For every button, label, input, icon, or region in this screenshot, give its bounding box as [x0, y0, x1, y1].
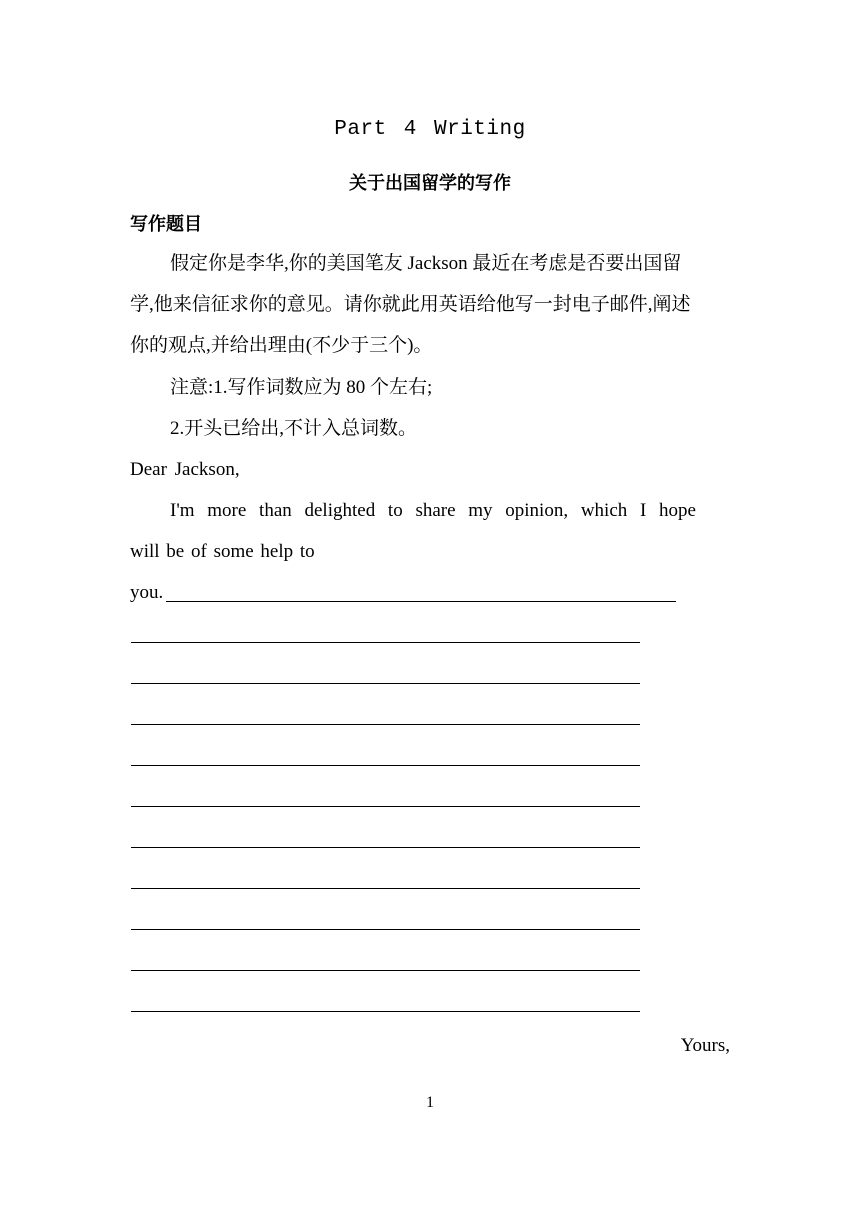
- letter-opening-line-1: I'm more than delighted to share my opinion, which I hope: [170, 500, 696, 521]
- answer-line[interactable]: [131, 888, 640, 889]
- section-heading: 写作题目: [130, 214, 202, 235]
- letter-salutation: Dear Jackson,: [130, 459, 240, 480]
- answer-line[interactable]: [131, 847, 640, 848]
- letter-closing: Yours,: [680, 1035, 730, 1056]
- page-number: 1: [426, 1094, 434, 1111]
- note-2: 2.开头已给出,不计入总词数。: [170, 418, 418, 439]
- prompt-line-2: 学,他来信征求你的意见。请你就此用英语给他写一封电子邮件,阐述: [130, 294, 691, 315]
- letter-opening-line-2: will be of some help to: [130, 541, 315, 562]
- answer-line[interactable]: [131, 806, 640, 807]
- note-1: 注意:1.写作词数应为 80 个左右;: [170, 377, 433, 398]
- answer-line[interactable]: [131, 970, 640, 971]
- answer-line[interactable]: [131, 683, 640, 684]
- answer-line[interactable]: [131, 1011, 640, 1012]
- page-title: Part 4 Writing: [334, 118, 526, 141]
- prompt-line-1: 假定你是李华,你的美国笔友 Jackson 最近在考虑是否要出国留: [170, 253, 682, 274]
- letter-opening-line-3: you.: [130, 582, 164, 603]
- answer-line[interactable]: [131, 724, 640, 725]
- prompt-line-3: 你的观点,并给出理由(不少于三个)。: [130, 335, 433, 356]
- answer-line[interactable]: [131, 642, 640, 643]
- answer-line[interactable]: [131, 929, 640, 930]
- page-subtitle: 关于出国留学的写作: [349, 173, 511, 194]
- inline-answer-line[interactable]: [166, 601, 676, 602]
- answer-line[interactable]: [131, 765, 640, 766]
